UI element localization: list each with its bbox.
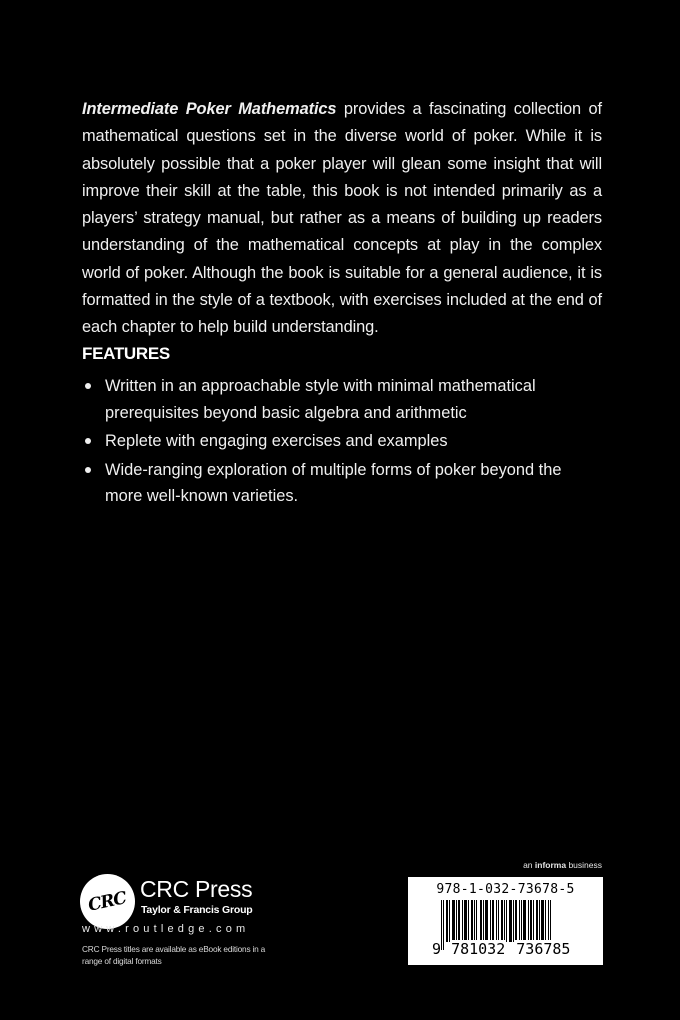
feature-item: Wide-ranging exploration of multiple forms of poker beyond the more well-known varieties.: [82, 457, 602, 510]
isbn-digits: 9 781032 736785: [432, 940, 571, 958]
publisher-url: www.routledge.com: [82, 923, 250, 935]
publisher-name: CRC Press: [140, 876, 253, 902]
blurb-text: provides a fascinating collection of mathematical questions set in the diverse world of poker. While it is absolutely possible that a poker player will glean some insight that will improve their skill at the table, this book is not intended primarily as a players’ strategy manual, but rather as a means of building up readers understanding of the mathematical concepts at play in the complex world of poker. Although the book is suitable for a general audience, it is formatted in the style of a textbook, with exercises included at the end of each chapter to help build understanding.: [82, 100, 602, 337]
isbn-number: 978-1-032-73678-5: [436, 882, 575, 897]
bullet-icon: [85, 467, 91, 473]
informa-tagline: an informa business: [523, 860, 602, 870]
ebook-note: CRC Press titles are available as eBook editions in a range of digital formats: [82, 944, 266, 966]
bullet-icon: [85, 383, 91, 389]
feature-item: Replete with engaging exercises and examples: [82, 428, 602, 455]
features-heading: FEATURES: [82, 344, 170, 363]
isbn-barcode: [408, 877, 603, 965]
publisher-group: Taylor & Francis Group: [141, 904, 253, 916]
back-cover-blurb: [82, 96, 602, 342]
book-title: Intermediate Poker Mathematics: [82, 100, 337, 118]
feature-item: Written in an approachable style with minimal mathematical prerequisites beyond basic algebra and arithmetic: [82, 373, 602, 426]
crc-logo-icon: CRC: [80, 874, 135, 929]
bullet-icon: [85, 438, 91, 444]
features-list: [82, 373, 602, 512]
